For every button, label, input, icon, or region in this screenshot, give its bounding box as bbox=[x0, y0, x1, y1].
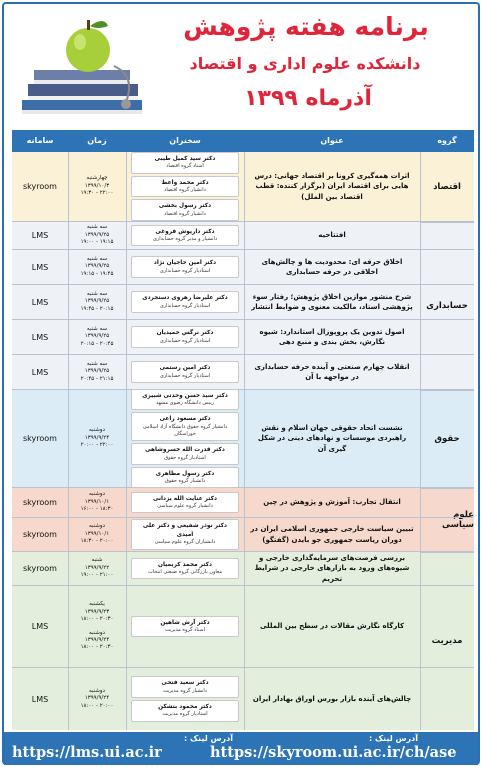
speaker-name: دکتر سعید فتحی bbox=[161, 680, 209, 687]
time-cell bbox=[68, 668, 126, 730]
speaker-name: دکتر نرگس حمیدیان bbox=[156, 330, 214, 337]
faculty-name: دانشکده علوم اداری و اقتصاد bbox=[189, 54, 421, 73]
group-divider bbox=[420, 552, 474, 553]
day-label: دوشنبه bbox=[89, 629, 105, 636]
table-row bbox=[12, 250, 474, 285]
group-law: حقوق bbox=[434, 434, 460, 444]
speakers-cell bbox=[126, 518, 244, 551]
time-label: ۱۹:۰۰ - ۱۹:۱۵ bbox=[80, 239, 114, 246]
group-management: مدیریت bbox=[431, 636, 463, 646]
date-label: ۱۳۹۹/۹/۲۳ bbox=[84, 608, 110, 615]
platform-cell: LMS bbox=[31, 262, 49, 272]
speaker-card bbox=[131, 412, 239, 441]
speaker-role: دانشیاران گروه علوم سیاسی bbox=[154, 539, 216, 546]
date-label: ۱۳۹۹/۹/۲۵ bbox=[84, 333, 110, 340]
speaker-card bbox=[131, 291, 239, 313]
time-cell bbox=[68, 488, 126, 517]
speaker-name: دکتر علیرضا رهروی دستجردی bbox=[142, 295, 228, 302]
time-label: ۲۰:۰۰ - ۲۲:۰۰ bbox=[80, 442, 114, 449]
speaker-role: دانشیار گروه اقتصاد bbox=[164, 187, 206, 194]
column-divider bbox=[420, 152, 421, 730]
speaker-role: دانشیار گروه اقتصاد bbox=[164, 210, 206, 217]
time-cell bbox=[68, 285, 126, 319]
day-label: دوشنبه bbox=[89, 523, 105, 530]
time-cell bbox=[68, 320, 126, 354]
date-label: ۱۳۹۹/۹/۲۲ bbox=[84, 564, 110, 571]
speakers-cell bbox=[126, 320, 244, 354]
poster-title: برنامه هفته پژوهش bbox=[183, 12, 429, 41]
platform-cell: skyroom bbox=[23, 530, 57, 539]
table-row bbox=[12, 586, 474, 668]
time-cell bbox=[68, 586, 126, 667]
title-cell: کارگاه نگارش مقالات در سطح بین المللی bbox=[259, 622, 405, 631]
title-cell: چالش‌های آینده بازار بورس اوراق بهادار ایران bbox=[252, 694, 412, 703]
col-group: گروه bbox=[437, 136, 457, 145]
speaker-card bbox=[131, 361, 239, 383]
table-row bbox=[12, 355, 474, 390]
table-row bbox=[12, 668, 474, 730]
speaker-role: استاد گروه اقتصاد bbox=[166, 163, 204, 170]
speaker-role: استادیار گروه حسابداری bbox=[159, 302, 211, 309]
day-label: یکشنبه bbox=[89, 601, 105, 608]
books-apple-illustration bbox=[16, 6, 166, 124]
date-label: ۱۳۹۹/۹/۲۴ bbox=[84, 695, 110, 702]
title-cell: بررسی فرصت‌های سرمایه‌گذاری خارجی و شیوه‌های ورود به بازارهای خارجی در شرایط تحریم bbox=[254, 553, 410, 583]
speaker-name: دکتر نوذر شفیعی و دکتر علی امیدی bbox=[142, 523, 228, 538]
speaker-card bbox=[131, 700, 239, 722]
table-row bbox=[12, 390, 474, 488]
speakers-cell bbox=[126, 152, 244, 221]
speaker-role: استادیار گروه مدیریت bbox=[162, 711, 208, 718]
lms-link[interactable]: https://lms.ui.ac.ir bbox=[12, 744, 162, 761]
time-cell bbox=[68, 152, 126, 221]
time-label: ۲۰:۴۵ - ۲۱:۱۵ bbox=[80, 375, 114, 382]
title-cell: نشست اتحاد حقوقی جهان اسلام و نقش راهبردی موسسات و نهادهای دینی در شکل گیری آن bbox=[257, 423, 407, 453]
skyroom-link[interactable]: https://skyroom.ui.ac.ir/ch/ase bbox=[210, 744, 457, 761]
speaker-role: استادیار گروه حسابداری bbox=[159, 267, 211, 274]
speaker-card bbox=[131, 176, 239, 198]
speakers-cell bbox=[126, 355, 244, 389]
col-platform: سامانه bbox=[26, 136, 54, 145]
speaker-card bbox=[131, 676, 239, 698]
col-speakers: سخنران bbox=[169, 136, 201, 145]
time-cell bbox=[68, 518, 126, 551]
table-row bbox=[12, 152, 474, 222]
title-cell: انقلاب چهارم صنعتی و آینده حرفه حسابداری در مواجهه با آن bbox=[254, 362, 410, 381]
speaker-card bbox=[131, 256, 239, 278]
speaker-name: دکتر سید حسن وحدتی شبیری bbox=[142, 392, 228, 399]
speaker-role: دانشیار گروه حقوق دانشگاه آزاد اسلامی خوراسگان bbox=[142, 423, 228, 437]
day-label: چهارشنبه bbox=[86, 175, 108, 182]
speakers-cell bbox=[126, 390, 244, 487]
platform-cell: LMS bbox=[31, 332, 49, 342]
speaker-card bbox=[131, 199, 239, 221]
title-cell: اثرات همه‌گیری کرونا بر اقتصاد جهانی: درس هایی برای اقتصاد ایران (برگزار کننده: قطب اقتصاد بین الملل) bbox=[254, 171, 410, 201]
group-divider bbox=[420, 390, 474, 391]
table-header bbox=[12, 130, 474, 152]
date-label: ۱۳۹۹/۱۰/۳ bbox=[84, 182, 110, 189]
speaker-role: استادیار گروه حقوق bbox=[164, 454, 206, 461]
skyroom-link-label: آدرس لینک : bbox=[369, 734, 418, 743]
speaker-card bbox=[131, 225, 239, 247]
speakers-cell bbox=[126, 285, 244, 319]
title-cell: انتقال تجارب: آموزش و پژوهش در چین bbox=[263, 498, 401, 507]
poster-frame bbox=[2, 2, 480, 765]
speaker-role: دانشیار و مدیر گروه حسابداری bbox=[152, 236, 218, 243]
time-label: ۱۶:۰۰ - ۱۸:۳۰ bbox=[80, 506, 114, 513]
title-cell: اصول تدوین یک پروپوزال استاندارد: شیوه نگارش، بخش بندی و منبع دهی bbox=[259, 327, 405, 346]
column-divider bbox=[68, 152, 69, 730]
speaker-name: دکتر سید کمیل طیبی bbox=[154, 156, 216, 163]
time-cell bbox=[68, 552, 126, 585]
platform-cell: LMS bbox=[31, 231, 49, 240]
day-label: سه شنبه bbox=[86, 255, 108, 262]
schedule-table bbox=[12, 130, 474, 730]
time-cell bbox=[68, 222, 126, 249]
column-divider bbox=[126, 152, 127, 730]
date-label: ۱۳۹۹/۹/۲۵ bbox=[84, 368, 110, 375]
day-label: دوشنبه bbox=[89, 427, 105, 434]
speaker-role: دانشیار گروه حقوق bbox=[164, 478, 206, 485]
platform-cell: LMS bbox=[31, 297, 49, 307]
day-label: دوشنبه bbox=[89, 687, 105, 694]
day-label: دوشنبه bbox=[89, 491, 105, 498]
speaker-name: دکتر آرش شاهین bbox=[160, 619, 210, 626]
time-label: ۱۸:۰۰ - ۲۰:۰۰ bbox=[80, 702, 114, 709]
speakers-cell bbox=[126, 668, 244, 730]
speaker-name: دکتر رسول مظاهری bbox=[155, 470, 215, 477]
date-label: ۱۳۹۹/۱۰/۱ bbox=[84, 530, 110, 537]
title-cell: تبیین سیاست خارجی جمهوری اسلامی ایران در دوران ریاست جمهوری جو بایدن (گفتگو) bbox=[250, 525, 414, 544]
platform-cell: skyroom bbox=[23, 434, 57, 443]
platform-cell: LMS bbox=[31, 622, 49, 631]
group-divider bbox=[420, 222, 474, 223]
speaker-card bbox=[131, 326, 239, 348]
platform-cell: skyroom bbox=[23, 182, 57, 191]
speaker-role: استادیار گروه حسابداری bbox=[159, 372, 211, 379]
speaker-name: دکتر محمود بتشکن bbox=[158, 704, 212, 710]
speaker-name: دکتر امین حاجیان نژاد bbox=[153, 260, 217, 267]
time-label: ۱۸:۰۰ - ۲۰:۳۰ bbox=[80, 616, 114, 623]
date-label: ۱۳۹۹/۹/۲۵ bbox=[84, 263, 110, 270]
lms-link-label: آدرس لینک : bbox=[184, 734, 233, 743]
time-label: ۱۸:۳۰ - ۲۰:۰۰ bbox=[80, 538, 114, 545]
poster-header bbox=[4, 4, 478, 124]
time-label: ۱۸:۰۰ - ۲۰:۳۰ bbox=[80, 644, 114, 651]
speaker-name: دکتر محمد واعظ bbox=[161, 179, 209, 186]
date-label: ۱۳۹۹/۹/۲۴ bbox=[84, 636, 110, 643]
platform-cell: LMS bbox=[31, 367, 49, 377]
day-label: سه شنبه bbox=[86, 325, 108, 332]
speakers-cell bbox=[126, 222, 244, 249]
speaker-name: دکتر رسول بخشی bbox=[158, 203, 212, 210]
speaker-role: رییس دانشگاه رضوی مشهد bbox=[155, 399, 215, 406]
date-label: ۱۳۹۹/۹/۲۵ bbox=[84, 298, 110, 305]
time-cell bbox=[68, 355, 126, 389]
speaker-name: دکتر قدرت الله خسروشاهی bbox=[145, 447, 225, 454]
title-cell: افتتاحیه bbox=[318, 231, 346, 240]
speakers-cell bbox=[126, 250, 244, 284]
day-label: سه شنبه bbox=[86, 290, 108, 297]
speakers-cell bbox=[126, 552, 244, 585]
day-label: شنبه bbox=[91, 557, 103, 564]
date-label: ۱۳۹۹/۹/۲۴ bbox=[84, 434, 110, 441]
speaker-card bbox=[131, 519, 239, 549]
time-label: ۱۹:۳۰ - ۲۲:۰۰ bbox=[80, 190, 114, 197]
date-label: ۱۳۹۹/۱۰/۱ bbox=[84, 498, 110, 505]
speaker-card bbox=[131, 152, 239, 174]
speaker-card bbox=[131, 558, 239, 580]
group-accounting: حسابداری bbox=[426, 301, 468, 311]
speakers-cell bbox=[126, 488, 244, 517]
table-row bbox=[12, 222, 474, 250]
platform-cell: LMS bbox=[31, 694, 49, 704]
speaker-card bbox=[131, 389, 239, 411]
speaker-name: دکتر امین رستمی bbox=[159, 365, 211, 372]
column-divider bbox=[244, 152, 245, 730]
speaker-role: دانشیار گروه مدیریت bbox=[162, 687, 208, 694]
speaker-card bbox=[131, 467, 239, 489]
table-row bbox=[12, 488, 474, 518]
speaker-role: استاد گروه مدیریت bbox=[165, 627, 205, 634]
day-label: سه شنبه bbox=[86, 224, 108, 231]
table-row bbox=[12, 320, 474, 355]
col-title: عنوان bbox=[320, 136, 344, 145]
links-footer bbox=[4, 732, 478, 765]
time-label: ۱۹:۱۵ - ۱۹:۴۵ bbox=[80, 270, 114, 277]
speaker-name: دکتر محمد کریمیان bbox=[158, 561, 212, 568]
table-row bbox=[12, 518, 474, 552]
col-time: زمان bbox=[87, 136, 107, 145]
poster-date: آذرماه ۱۳۹۹ bbox=[244, 86, 372, 111]
speaker-card bbox=[131, 492, 239, 514]
speaker-card bbox=[131, 616, 239, 638]
title-cell: اخلاق حرفه ای: محدودیت ها و چالش‌های اخلاقی در حرفه حسابداری bbox=[261, 257, 403, 276]
speaker-name: دکتر داریوش فروغی bbox=[155, 228, 215, 235]
table-row bbox=[12, 552, 474, 586]
speaker-card bbox=[131, 443, 239, 465]
speaker-name: دکتر مسعود راعی bbox=[159, 416, 211, 423]
speaker-name: دکتر عنایت الله یزدانی bbox=[152, 495, 218, 502]
title-cell: شرح منشور موازین اخلاق پژوهش؛ رفتار سوء پژوهشی استاد، مالکیت معنوی و ضوابط انتشار bbox=[251, 292, 413, 311]
speakers-cell bbox=[126, 586, 244, 667]
date-label: ۱۳۹۹/۹/۲۵ bbox=[84, 231, 110, 238]
platform-cell: skyroom bbox=[23, 498, 57, 507]
time-cell bbox=[68, 250, 126, 284]
day-label: سه شنبه bbox=[86, 360, 108, 367]
time-label: ۱۹:۴۵ - ۲۰:۱۵ bbox=[80, 305, 114, 312]
speaker-role: معاون بازرگانی گروه صنعتی انتخاب bbox=[147, 569, 223, 576]
speaker-role: استادیار گروه حسابداری bbox=[159, 337, 211, 344]
platform-cell: skyroom bbox=[23, 564, 57, 573]
group-political-science: علوم سیاسی bbox=[442, 510, 474, 530]
time-label: ۲۰:۱۵ - ۲۰:۴۵ bbox=[80, 340, 114, 347]
group-economics: اقتصاد bbox=[433, 182, 461, 192]
table-row bbox=[12, 285, 474, 320]
speaker-role: دانشیار گروه علوم سیاسی bbox=[157, 503, 213, 510]
time-cell bbox=[68, 390, 126, 487]
time-label: ۱۹:۰۰ - ۲۱:۰۰ bbox=[80, 572, 114, 579]
group-divider bbox=[420, 488, 474, 489]
